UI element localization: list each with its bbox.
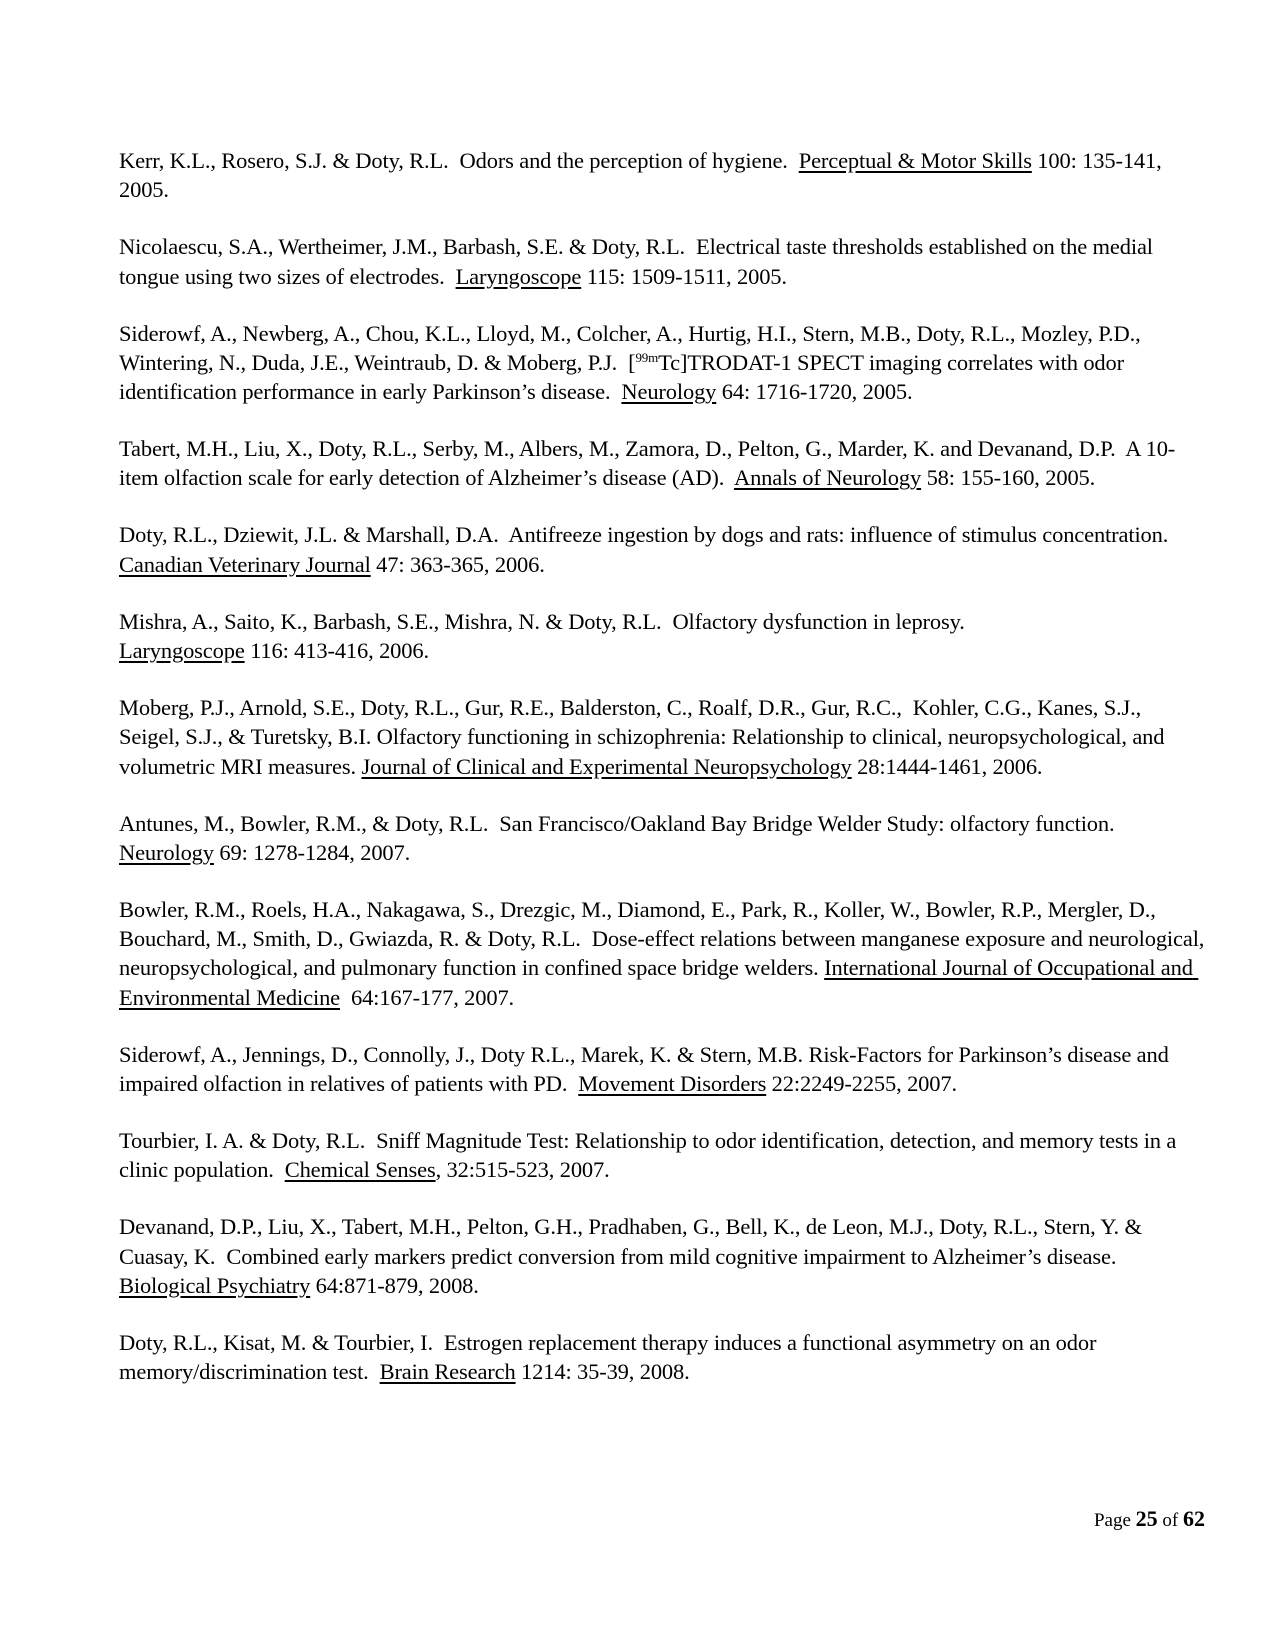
reference-item bbox=[119, 1328, 1205, 1387]
reference-citation: 64:871-879, 2008. bbox=[310, 1272, 479, 1298]
reference-citation: 47: 363-365, 2006. bbox=[370, 551, 545, 577]
reference-item bbox=[119, 520, 1205, 579]
reference-item bbox=[119, 1126, 1205, 1185]
reference-journal: International Journal of Occupational and Environmental Medicine bbox=[119, 955, 1199, 1010]
reference-authors: Doty, R.L., Dziewit, J.L. & Marshall, D.A. Antifreeze ingestion by dogs and rats: influence of stimulus concentration. bbox=[119, 522, 1180, 548]
reference-citation: 64: 1716-1720, 2005. bbox=[716, 379, 913, 405]
reference-item bbox=[119, 607, 1205, 666]
reference-item bbox=[119, 319, 1205, 407]
reference-item bbox=[119, 232, 1205, 291]
reference-authors-continued: Tc]TRODAT-1 SPECT imaging correlates with odor identification performance in early Parkinson’s disease. bbox=[119, 349, 1130, 405]
reference-authors: Devanand, D.P., Liu, X., Tabert, M.H., Pelton, G.H., Pradhaben, G., Bell, K., de Leon, M.J., Doty, R.L., Stern, Y. & Cuasay, K. Combined early markers predict conversion from mild cognitive impairment to Alzheimer’s disease. bbox=[119, 1214, 1148, 1269]
page-number bbox=[1094, 1506, 1205, 1532]
reference-journal: Neurology bbox=[621, 379, 717, 405]
reference-journal: Perceptual & Motor Skills bbox=[798, 148, 1032, 173]
reference-item bbox=[119, 693, 1205, 781]
reference-journal: Annals of Neurology bbox=[733, 465, 922, 491]
reference-item bbox=[119, 1040, 1205, 1099]
reference-citation: 100: 135-141, 2005. bbox=[119, 148, 1168, 203]
reference-item bbox=[119, 1212, 1205, 1300]
reference-item bbox=[119, 809, 1205, 868]
reference-citation: 22:2249-2255, 2007. bbox=[766, 1071, 957, 1097]
reference-citation: 1214: 35-39, 2008. bbox=[515, 1359, 690, 1385]
total-pages: 62 bbox=[1183, 1506, 1205, 1531]
current-page: 25 bbox=[1135, 1506, 1158, 1531]
reference-citation: 115: 1509-1511, 2005. bbox=[581, 263, 787, 289]
reference-authors: Mishra, A., Saito, K., Barbash, S.E., Mishra, N. & Doty, R.L. Olfactory dysfunction in leprosy. bbox=[119, 608, 971, 634]
reference-journal: Movement Disorders bbox=[578, 1071, 767, 1097]
reference-authors: Tourbier, I. A. & Doty, R.L. Sniff Magnitude Test: Relationship to odor identification, detection, and memory tests in a clinic population. bbox=[119, 1128, 1182, 1183]
reference-journal: Laryngoscope bbox=[119, 638, 245, 663]
reference-citation: 58: 155-160, 2005. bbox=[921, 465, 1096, 491]
reference-journal: Neurology bbox=[119, 839, 214, 865]
reference-journal: Canadian Veterinary Journal bbox=[119, 551, 371, 577]
reference-journal: Chemical Senses bbox=[284, 1157, 436, 1183]
reference-authors: Bowler, R.M., Roels, H.A., Nakagawa, S., Drezgic, M., Diamond, E., Park, R., Koller, W., Bowler, R.P., Mergler, D., Bouchard, M., Smith, D., Gwiazda, R. & Doty, R.L. Dose-effect relations between manganese exposure and neurological, neuropsychological, and pulmonary function in confined space bridge welders. bbox=[119, 896, 1210, 981]
isotope-superscript: 99m bbox=[635, 349, 659, 365]
reference-authors: Siderowf, A., Newberg, A., Chou, K.L., Lloyd, M., Colcher, A., Hurtig, H.I., Stern, M.B., Doty, R.L., Mozley, P.D., Wintering, N., Duda, J.E., Weintraub, D. & Moberg, P.J. [ bbox=[119, 320, 1146, 375]
reference-journal: Biological Psychiatry bbox=[119, 1272, 311, 1298]
reference-citation: 28:1444-1461, 2006. bbox=[851, 753, 1043, 779]
reference-journal: Laryngoscope bbox=[455, 263, 582, 289]
reference-journal: Brain Research bbox=[379, 1359, 516, 1385]
reference-list bbox=[119, 146, 1210, 1414]
reference-authors: Moberg, P.J., Arnold, S.E., Doty, R.L., Gur, R.E., Balderston, C., Roalf, D.R., Gur, R.C., Kohler, C.G., Kanes, S.J., Seigel, S.J., & Turetsky, B.I. Olfactory functioning in schizophrenia: Relationship to clinical, neuropsychological, and volumetric MRI measures. bbox=[119, 694, 1170, 779]
of-label: of bbox=[1157, 1510, 1183, 1531]
reference-citation: 116: 413-416, 2006. bbox=[244, 638, 429, 663]
reference-item bbox=[119, 146, 1205, 205]
reference-citation: 69: 1278-1284, 2007. bbox=[213, 839, 411, 865]
reference-authors: Tabert, M.H., Liu, X., Doty, R.L., Serby, M., Albers, M., Zamora, D., Pelton, G., Marder, K. and Devanand, D.P. A 10-item olfaction scale for early detection of Alzheimer’s disease (AD). bbox=[119, 436, 1176, 491]
reference-authors: Kerr, K.L., Rosero, S.J. & Doty, R.L. Odors and the perception of hygiene. bbox=[119, 148, 799, 173]
page-label: Page bbox=[1093, 1510, 1136, 1531]
reference-authors: Antunes, M., Bowler, R.M., & Doty, R.L. San Francisco/Oakland Bay Bridge Welder Study: olfactory function. bbox=[119, 810, 1126, 836]
reference-authors: Nicolaescu, S.A., Wertheimer, J.M., Barbash, S.E. & Doty, R.L. Electrical taste thresholds established on the medial tongue using two sizes of electrodes. bbox=[119, 234, 1159, 289]
reference-item bbox=[119, 434, 1205, 493]
reference-citation: 64:167-177, 2007. bbox=[340, 984, 515, 1010]
reference-citation: , 32:515-523, 2007. bbox=[435, 1157, 610, 1183]
reference-journal: Journal of Clinical and Experimental Neuropsychology bbox=[361, 753, 852, 779]
reference-authors: Siderowf, A., Jennings, D., Connolly, J., Doty R.L., Marek, K. & Stern, M.B. Risk-Factors for Parkinson’s disease and impaired olfaction in relatives of patients with PD. bbox=[119, 1041, 1175, 1097]
reference-item bbox=[119, 895, 1210, 1012]
reference-authors: Doty, R.L., Kisat, M. & Tourbier, I. Estrogen replacement therapy induces a functional asymmetry on an odor memory/discrimination test. bbox=[119, 1329, 1102, 1385]
